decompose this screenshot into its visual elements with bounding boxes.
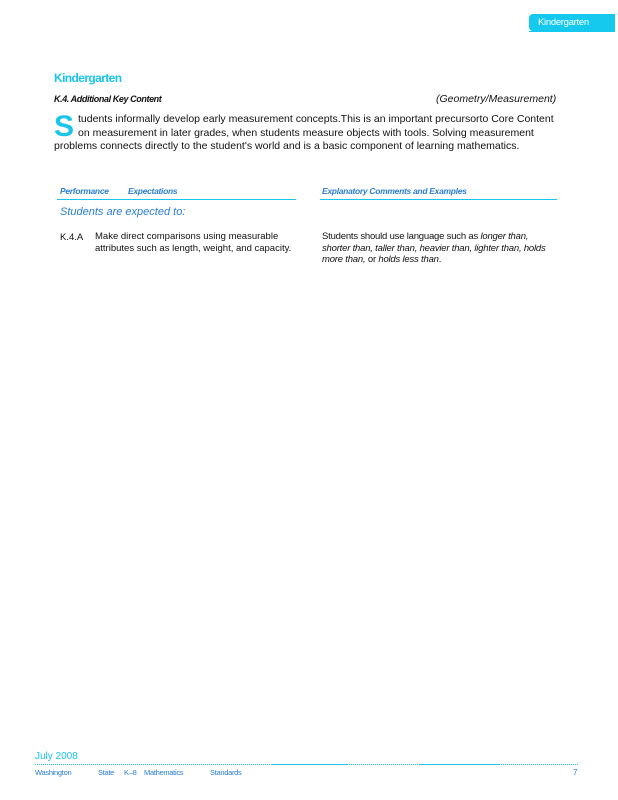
tab-underline xyxy=(529,31,615,32)
expected-lead: Students are expected to: xyxy=(60,206,186,218)
footer-solid-rule xyxy=(272,764,347,765)
comment-end: . xyxy=(438,254,442,265)
col-explanatory-heading: Explanatory Comments and Examples xyxy=(322,186,467,196)
footer-dotted-rule-2 xyxy=(347,764,420,765)
explanatory-text xyxy=(322,231,547,266)
comment-last: holds less than xyxy=(378,254,439,265)
page-number: 7 xyxy=(573,768,578,777)
grade-heading: Kindergarten xyxy=(54,71,122,85)
footer-solid-rule-2 xyxy=(420,764,498,765)
comment-or: or xyxy=(365,254,379,265)
intro-paragraph xyxy=(54,110,554,154)
expectation-code: K.4.A xyxy=(60,232,84,243)
col1-rule xyxy=(57,199,296,200)
drop-cap: S xyxy=(54,110,75,143)
expectation-text: Make direct comparisons using measurable attributes such as length, weight, and capacity. xyxy=(95,231,292,254)
footer-date: July 2008 xyxy=(35,751,78,762)
grade-tab: Kindergarten xyxy=(529,14,615,31)
col2-rule xyxy=(320,199,557,200)
intro-text: tudents informally develop early measurement concepts.This is an important precursorto Core Content on measurement in later grades, when students measure objects with tools. Solving measurement problems connects directly to the student's world and is a basic component of learning mathematics. xyxy=(54,113,554,152)
key-content-title: K.4. Additional Key Content xyxy=(54,94,162,104)
footer-word-4: Mathematics xyxy=(144,768,184,777)
domain-label: (Geometry/Measurement) xyxy=(436,93,557,105)
footer-word-3: K–8 xyxy=(124,768,137,777)
footer-word-1: Washington xyxy=(35,768,72,777)
footer-dotted-rule-3 xyxy=(498,764,578,765)
col-performance-word: Performance xyxy=(60,186,109,196)
comment-terms: longer than, shorter than, taller than, heavier than, lighter than, holds more than, xyxy=(322,231,546,265)
footer-dotted-rule xyxy=(35,764,272,765)
comment-prefix: Students should use language such as xyxy=(322,231,481,242)
col-expectations-word: Expectations xyxy=(128,186,178,196)
footer-word-2: State xyxy=(98,768,115,777)
footer-word-5: Standards xyxy=(210,768,242,777)
